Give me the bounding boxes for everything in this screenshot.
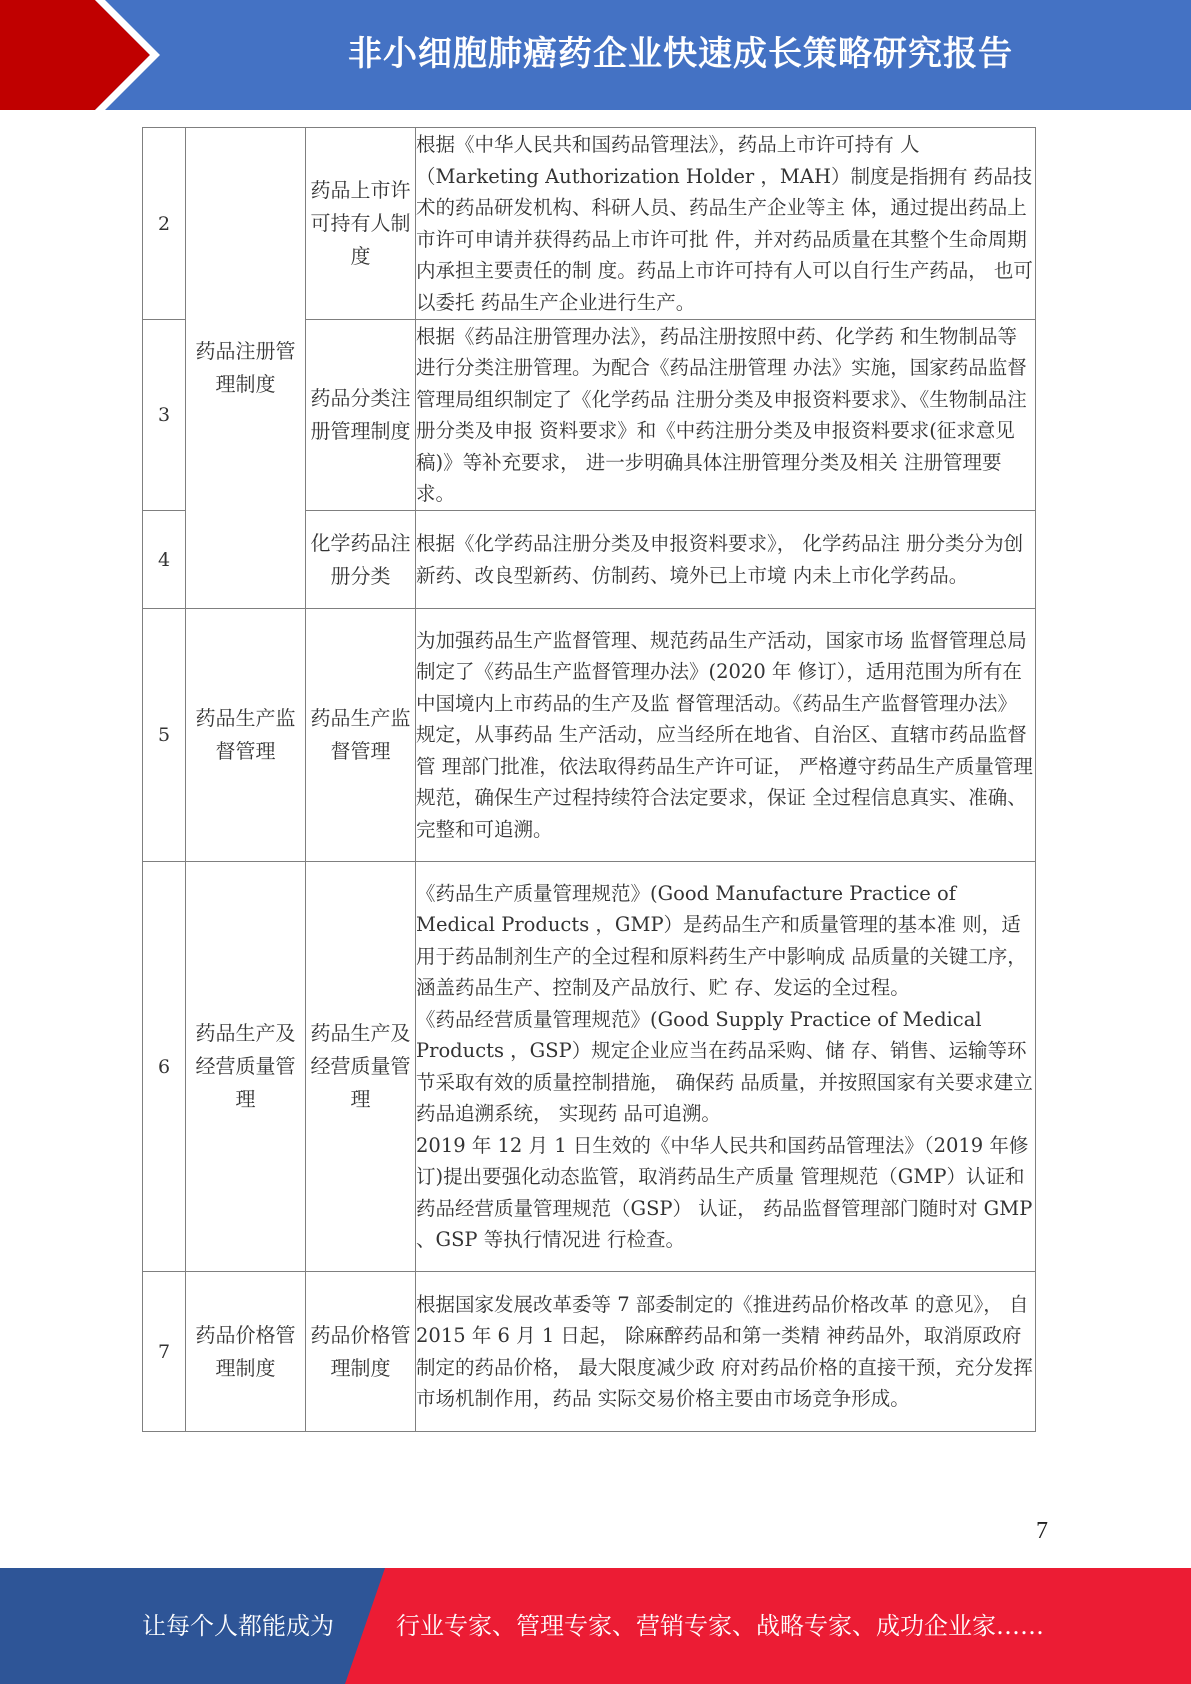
table-row: [143, 1272, 1036, 1432]
row-number: 4: [143, 511, 186, 609]
gmp-paragraph: 《药品生产质量管理规范》(Good Manufacture Practice of Medical Products ，GMP）是药品生产和质量管理的基本准 则，适用于药品制剂生产的全过程和原料药生产中影响成 品质量的关键工序， 涵盖药品生产、控制及产品放行、贮 存、发运的全过程。: [416, 881, 1027, 999]
description-cell: 根据《化学药品注册分类及申报资料要求》， 化学药品注 册分类分为创新药、改良型新药、仿制药、境外已上市境 内未上市化学药品。: [416, 511, 1036, 609]
page-number: 7: [1036, 1518, 1048, 1544]
table-row: [143, 128, 1036, 320]
gsp-paragraph: 《药品经营质量管理规范》(Good Supply Practice of Medical Products ，GSP）规定企业应当在药品采购、储 存、销售、运输等环节采取有效的质量控制措施， 确保药 品质量，并按照国家有关要求建立药品追溯系统， 实现药 品可追溯。: [416, 1007, 1033, 1125]
row-number: 6: [143, 862, 186, 1272]
row-number: 2: [143, 128, 186, 320]
description-cell: 根据国家发展改革委等 7 部委制定的《推进药品价格改革 的意见》， 自 2015 年 6 月 1 日起， 除麻醉药品和第一类精 神药品外，取消原政府制定的药品价格， 最大限度减少政 府对药品价格的直接干预，充分发挥市场机制作用，药品 实际交易价格主要由市场竞争形成。: [416, 1272, 1036, 1432]
footer-slogan-right: 行业专家、管理专家、营销专家、战略专家、成功企业家……: [396, 1612, 1044, 1640]
row-number: 7: [143, 1272, 186, 1432]
table-row: [143, 862, 1036, 1272]
regulation-table: [142, 127, 1036, 1432]
subcategory-cell: 药品生产及经营质量管理: [306, 862, 416, 1272]
description-cell: [416, 862, 1036, 1272]
category-cell: 药品价格管理制度: [186, 1272, 306, 1432]
category-cell: 药品生产及经营质量管理: [186, 862, 306, 1272]
page-footer: [0, 1568, 1191, 1684]
description-cell: 为加强药品生产监督管理、规范药品生产活动，国家市场 监督管理总局制定了《药品生产监督管理办法》(2020 年 修订），适用范围为所有在中国境内上市药品的生产及监 督管理活动。《药品生产监督管理办法》规定，从事药品 生产活动，应当经所在地省、自治区、直辖市药品监督管 理部门批准，依法取得药品生产许可证， 严格遵守药品生产质量管理规范，确保生产过程持续符合法定要求，保证 全过程信息真实、准确、完整和可追溯。: [416, 609, 1036, 862]
footer-slogan-left: 让每个人都能成为: [142, 1612, 334, 1640]
category-cell: 药品生产监督管理: [186, 609, 306, 862]
description-cell: 根据《药品注册管理办法》，药品注册按照中药、化学药 和生物制品等进行分类注册管理。为配合《药品注册管理 办法》实施，国家药品监督管理局组织制定了《化学药品 注册分类及申报资料要求》、《生物制品注册分类及申报 资料要求》和《中药注册分类及申报资料要求(征求意见 稿)》等补充要求， 进一步明确具体注册管理分类及相关 注册管理要求。: [416, 320, 1036, 511]
subcategory-cell: 药品上市许可持有人制度: [306, 128, 416, 320]
subcategory-cell: 药品价格管理制度: [306, 1272, 416, 1432]
subcategory-cell: 化学药品注册分类: [306, 511, 416, 609]
table-row: [143, 609, 1036, 862]
category-cell: 药品注册管理制度: [186, 128, 306, 609]
subcategory-cell: 药品生产监督管理: [306, 609, 416, 862]
page-header: [0, 0, 1191, 110]
row-number: 3: [143, 320, 186, 511]
subcategory-cell: 药品分类注册管理制度: [306, 320, 416, 511]
row-number: 5: [143, 609, 186, 862]
header-arrow-shape: [0, 0, 170, 110]
report-title: 非小细胞肺癌药企业快速成长策略研究报告: [348, 34, 1013, 74]
law-paragraph: 2019 年 12 月 1 日生效的《中华人民共和国药品管理法》（2019 年修订)提出要强化动态监管，取消药品生产质量 管理规范（GMP）认证和药品经营质量管理规范（GSP） 认证， 药品监督管理部门随时对 GMP 、GSP 等执行情况进 行检查。: [416, 1133, 1033, 1251]
description-cell: 根据《中华人民共和国药品管理法》，药品上市许可持有 人（Marketing Authorization Holder ，MAH）制度是指拥有 药品技术的药品研发机构、科研人员、药品生产企业等主 体，通过提出药品上市许可申请并获得药品上市许可批 件，并对药品质量在其整个生命周期内承担主要责任的制 度。药品上市许可持有人可以自行生产药品， 也可以委托 药品生产企业进行生产。: [416, 128, 1036, 320]
